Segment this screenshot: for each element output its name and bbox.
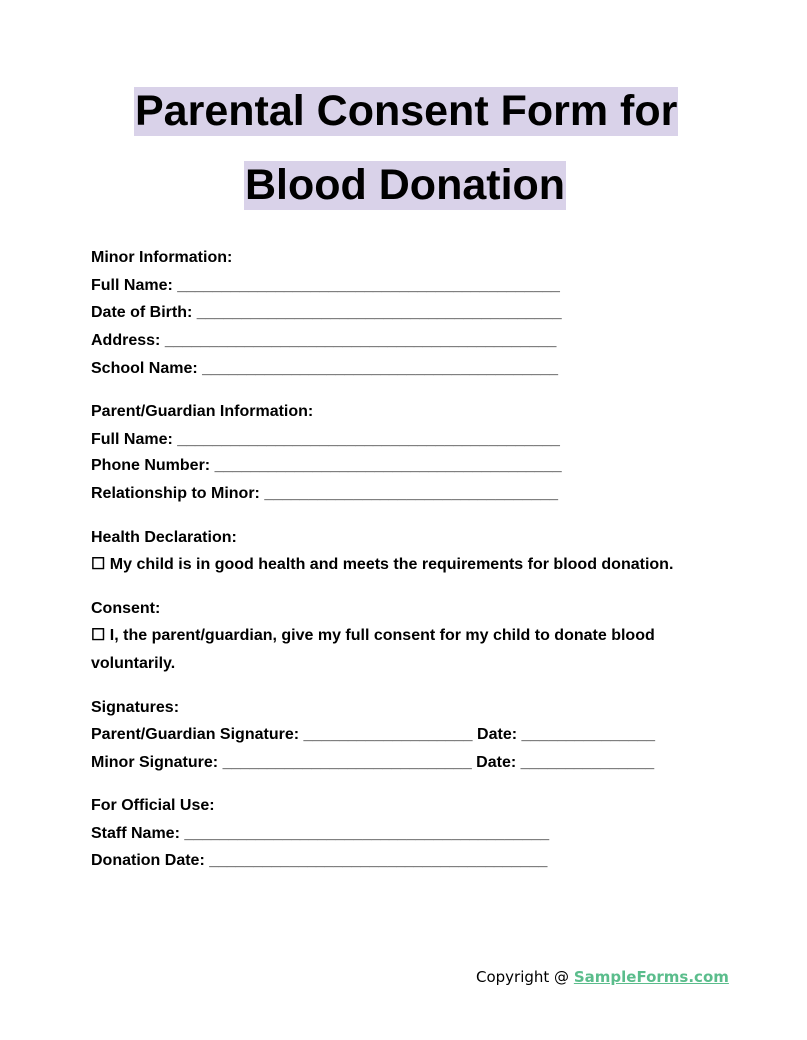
field-label: Staff Name: <box>91 825 180 842</box>
field-blank[interactable]: _______________________________________ <box>214 457 562 474</box>
health-statement: My child is in good health and meets the requirements for blood donation. <box>109 556 674 573</box>
field-blank[interactable]: ___________________________________________ <box>177 277 560 294</box>
field-label: Parent/Guardian Signature: <box>91 726 300 743</box>
field-blank[interactable]: ________________________________________ <box>202 360 559 377</box>
field-blank[interactable]: ____________________________________________ <box>164 332 557 349</box>
section-heading-minor: Minor Information: <box>91 249 233 266</box>
date-label: Date: <box>477 726 518 743</box>
signature-blank[interactable]: ___________________ <box>303 726 473 743</box>
date-blank[interactable]: _______________ <box>520 754 655 771</box>
field-label: Full Name: <box>91 431 173 448</box>
field-label: Full Name: <box>91 277 173 294</box>
field-parent-phone[interactable] <box>91 456 562 476</box>
field-blank[interactable]: ___________________________________________ <box>177 431 560 448</box>
field-staff-name[interactable] <box>91 824 549 844</box>
consent-statement-continued: voluntarily. <box>91 655 176 672</box>
health-declaration-item[interactable] <box>91 555 673 575</box>
field-blank[interactable]: _________________________________________ <box>184 825 550 842</box>
field-label: School Name: <box>91 360 198 377</box>
page-title-line-2: Blood Donation <box>245 161 566 209</box>
field-parent-relationship[interactable] <box>91 484 558 504</box>
copyright-footer <box>476 968 729 986</box>
section-heading-official: For Official Use: <box>91 797 215 814</box>
section-heading-parent: Parent/Guardian Information: <box>91 403 314 420</box>
signature-row-minor[interactable] <box>91 753 654 773</box>
field-minor-dob[interactable] <box>91 303 562 323</box>
field-label: Phone Number: <box>91 457 211 474</box>
section-heading-health: Health Declaration: <box>91 529 237 546</box>
field-minor-full-name[interactable] <box>91 276 560 296</box>
section-heading-signatures: Signatures: <box>91 699 180 716</box>
field-minor-address[interactable] <box>91 331 556 351</box>
signature-row-parent[interactable] <box>91 725 655 745</box>
field-minor-school[interactable] <box>91 359 558 379</box>
checkbox-icon[interactable]: ☐ <box>91 627 106 644</box>
checkbox-icon[interactable]: ☐ <box>91 556 106 573</box>
page-title-line-1: Parental Consent Form for <box>135 87 678 135</box>
signature-blank[interactable]: ____________________________ <box>222 754 472 771</box>
field-donation-date[interactable] <box>91 851 547 871</box>
field-blank[interactable]: _________________________________ <box>264 485 558 502</box>
field-label: Donation Date: <box>91 852 205 869</box>
field-label: Date of Birth: <box>91 304 193 321</box>
field-blank[interactable]: ______________________________________ <box>209 852 548 869</box>
consent-item[interactable] <box>91 626 655 646</box>
sampleforms-link[interactable]: SampleForms.com <box>573 968 729 986</box>
copyright-text: Copyright @ <box>476 968 574 986</box>
field-blank[interactable]: _________________________________________ <box>196 304 562 321</box>
field-parent-full-name[interactable] <box>91 430 560 450</box>
field-label: Minor Signature: <box>91 754 219 771</box>
consent-statement: I, the parent/guardian, give my full consent for my child to donate blood <box>109 627 655 644</box>
field-label: Relationship to Minor: <box>91 485 260 502</box>
section-heading-consent: Consent: <box>91 600 161 617</box>
date-label: Date: <box>476 754 517 771</box>
date-blank[interactable]: _______________ <box>521 726 655 743</box>
field-label: Address: <box>91 332 161 349</box>
